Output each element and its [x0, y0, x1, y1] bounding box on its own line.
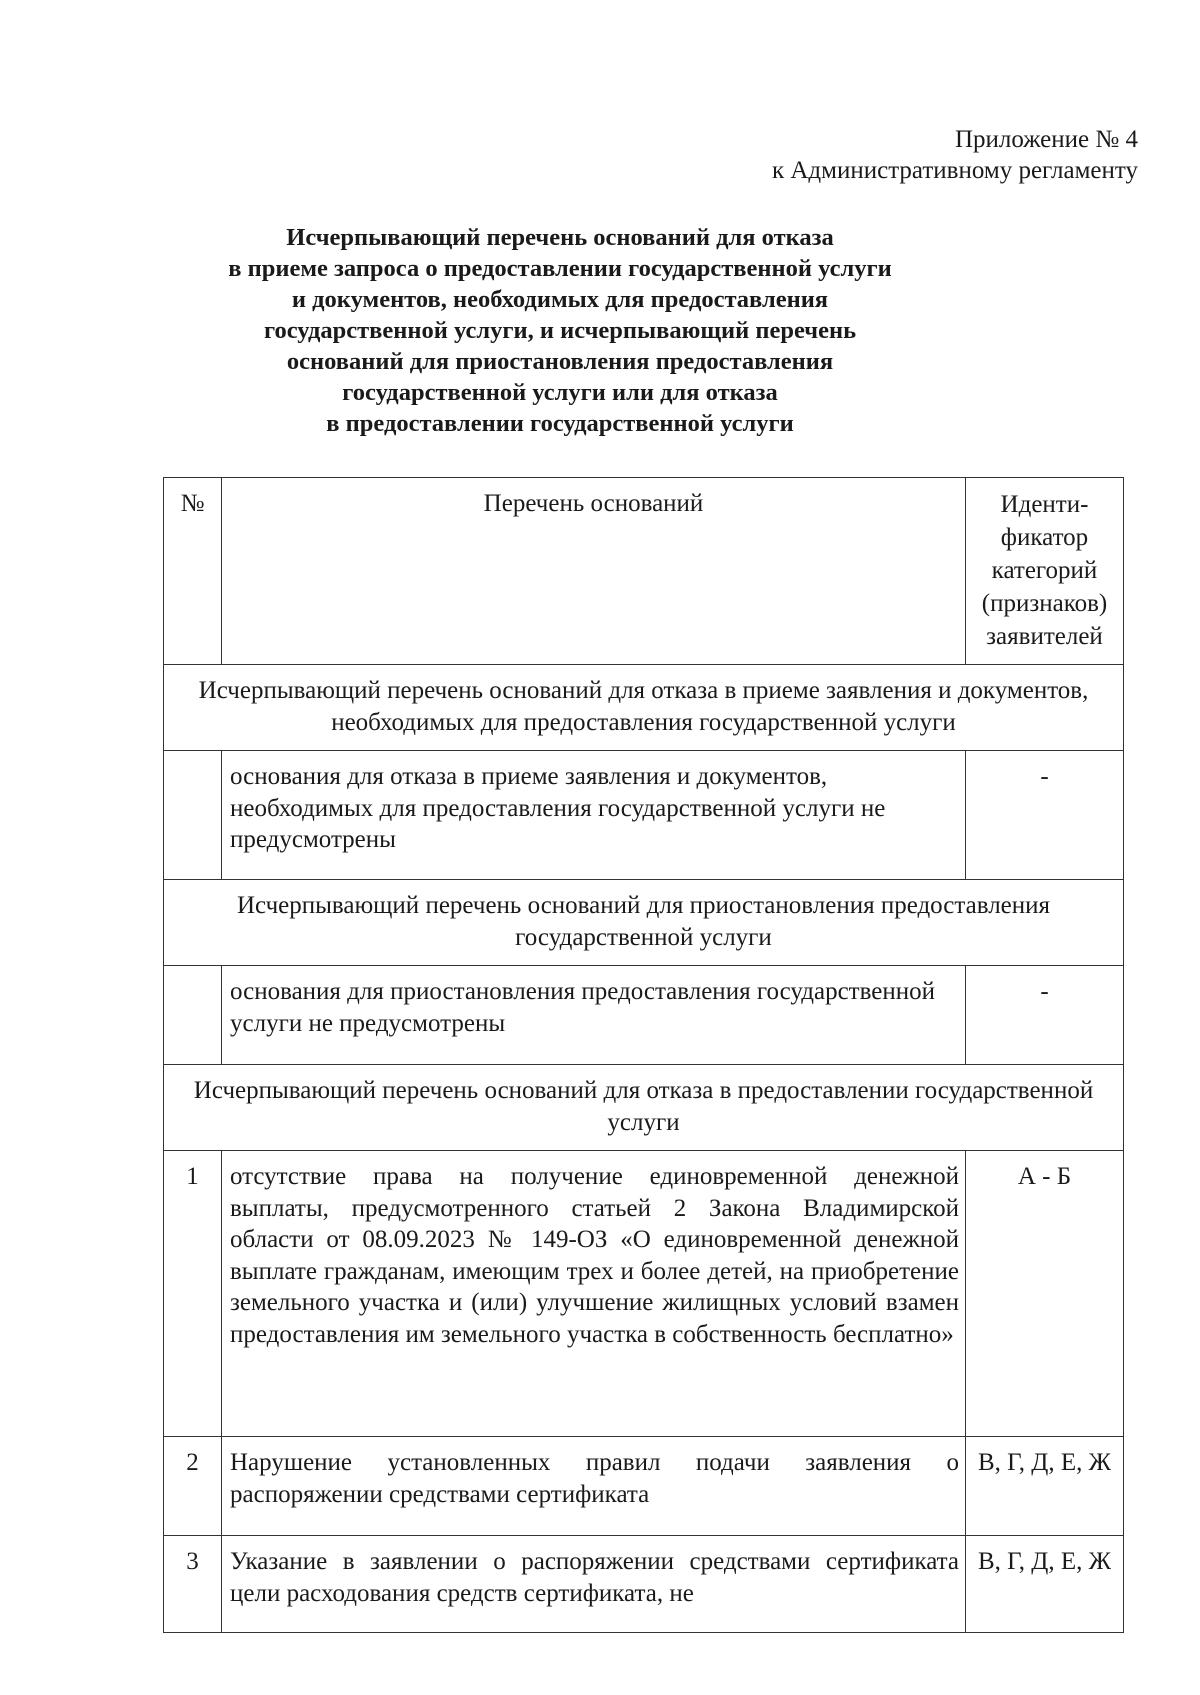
header-identifier-line: Иденти- [1000, 491, 1089, 518]
title-line: в предоставлении государственной услуги [326, 410, 794, 437]
row-num: 3 [164, 1536, 222, 1633]
header-num: № [164, 478, 222, 665]
title-line: и документов, необходимых для предоставления [291, 286, 829, 313]
title-line: оснований для приостановления предоставления [286, 348, 834, 375]
appendix-reference [772, 124, 1138, 186]
section-title: Исчерпывающий перечень оснований для приостановления предоставления государственной услуги [164, 880, 1124, 966]
appendix-regulation: к Административному регламенту [771, 157, 1138, 184]
header-identifier-line: (признаков) [981, 590, 1108, 617]
row-num: 2 [164, 1437, 222, 1536]
row-identifier: В, Г, Д, Е, Ж [966, 1437, 1124, 1536]
table-row [164, 751, 1124, 880]
header-identifier-line: фикатор [1000, 524, 1089, 551]
header-identifier-line: заявителей [986, 623, 1103, 650]
row-identifier: А - Б [966, 1151, 1124, 1437]
row-identifier: - [966, 966, 1124, 1065]
header-reasons: Перечень оснований [222, 478, 966, 665]
title-line: Исчерпывающий перечень оснований для отказа [286, 224, 834, 251]
row-identifier: В, Г, Д, Е, Ж [966, 1536, 1124, 1633]
document-title [150, 222, 970, 439]
reasons-table [163, 477, 1124, 1633]
row-num [164, 751, 222, 880]
table-row [164, 1151, 1124, 1437]
table-row [164, 966, 1124, 1065]
row-num [164, 966, 222, 1065]
title-line: в приеме запроса о предоставлении государственной услуги [228, 255, 892, 282]
row-num: 1 [164, 1151, 222, 1437]
row-text: Указание в заявлении о распоряжении средствами сертификата цели расходования средств сертификата, не [222, 1536, 966, 1633]
table-row [164, 1437, 1124, 1536]
section-title: Исчерпывающий перечень оснований для отказа в предоставлении государственной услуги [164, 1065, 1124, 1151]
row-text: отсутствие права на получение единовременной денежной выплаты, предусмотренного статьей 2 Закона Владимирской области от 08.09.2023 № 149-ОЗ «О единовременной денежной выплате гражданам, имеющим трех и более детей, на приобретение земельного участка и (или) улучшение жилищных условий взамен предоставления им земельного участка в собственность бесплатно» [222, 1151, 966, 1437]
table-row [164, 1536, 1124, 1633]
header-identifier [966, 478, 1124, 665]
row-identifier: - [966, 751, 1124, 880]
section-title: Исчерпывающий перечень оснований для отказа в приеме заявления и документов, необходимых для предоставления государственной услуги [164, 665, 1124, 751]
row-text: основания для приостановления предоставления государственной услуги не предусмотрены [222, 966, 966, 1065]
row-text: Нарушение установленных правил подачи заявления о распоряжении средствами сертификата [222, 1437, 966, 1536]
title-line: государственной услуги, и исчерпывающий перечень [263, 317, 857, 344]
section-row [164, 1065, 1124, 1151]
row-text: основания для отказа в приеме заявления и документов, необходимых для предоставления государственной услуги не предусмотрены [222, 751, 966, 880]
title-line: государственной услуги или для отказа [342, 379, 778, 406]
header-identifier-line: категорий [991, 557, 1098, 584]
section-row [164, 665, 1124, 751]
table-header-row [164, 478, 1124, 665]
appendix-number: Приложение № 4 [954, 126, 1138, 153]
section-row [164, 880, 1124, 966]
